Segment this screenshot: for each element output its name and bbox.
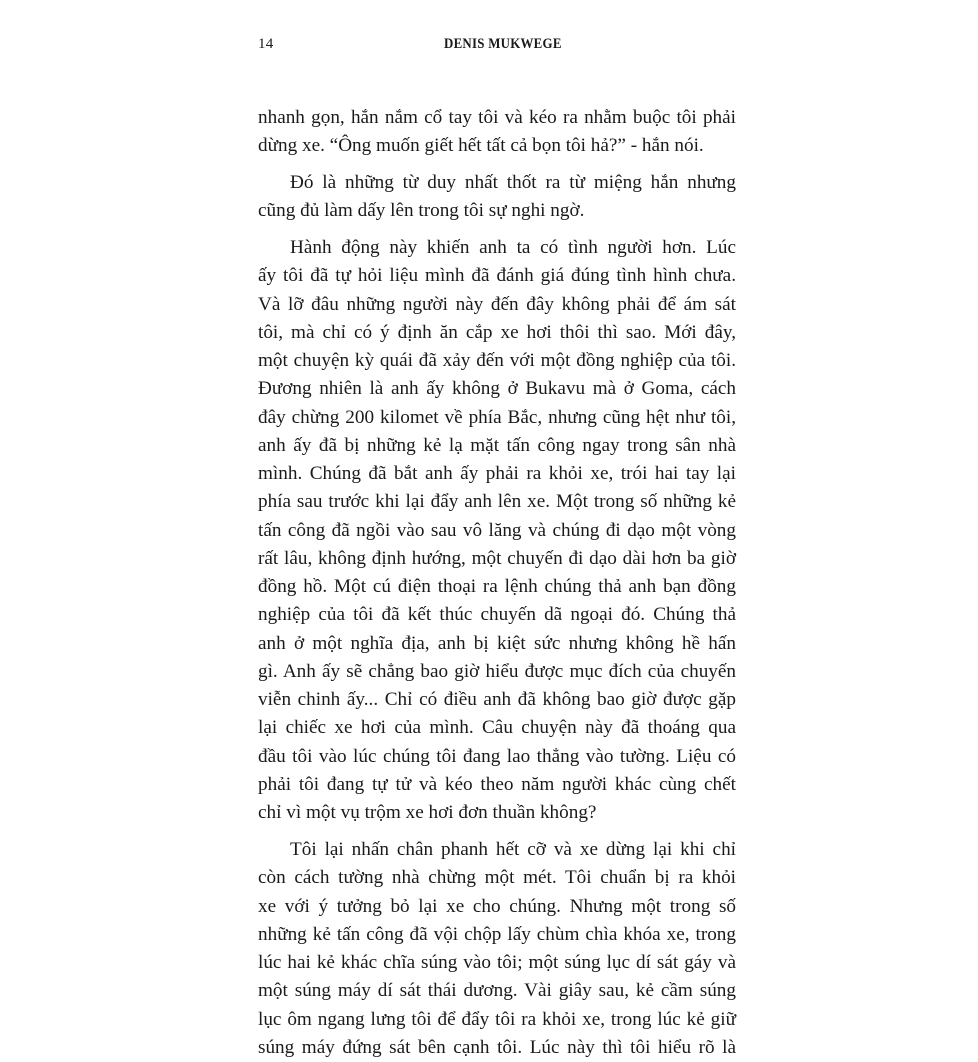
paragraph-spacer xyxy=(258,161,736,170)
paragraph xyxy=(258,169,736,226)
body-text xyxy=(258,104,736,1062)
running-head xyxy=(258,36,736,60)
text-line: Tôi lại nhấn chân phanh hết cỡ và xe dừng lại khi chỉ xyxy=(290,839,736,861)
text-line: tôi, mà chỉ có ý định ăn cắp xe hơi thôi thì sao. Mới đây, xyxy=(258,321,736,343)
paragraph-spacer xyxy=(258,226,736,235)
text-line: Đó là những từ duy nhất thốt ra từ miệng hắn nhưng xyxy=(290,172,736,194)
paragraph xyxy=(258,104,736,161)
text-line: lại chiếc xe hơi của mình. Câu chuyện này đã thoáng qua xyxy=(258,717,736,739)
text-line: gì. Anh ấy sẽ chẳng bao giờ hiểu được mục đích của chuyến xyxy=(258,660,736,682)
text-line: đây chừng 200 kilomet về phía Bắc, nhưng cũng hệt như tôi, xyxy=(258,406,736,428)
text-line: lúc hai kẻ khác chĩa súng vào tôi; một súng lục dí sát gáy và xyxy=(258,952,736,974)
text-line: nhanh gọn, hắn nắm cổ tay tôi và kéo ra nhằm buộc tôi phải xyxy=(258,107,736,128)
paragraph xyxy=(258,836,736,1062)
text-line: Và lỡ đâu những người này đến đây không phải để ám sát xyxy=(258,293,736,315)
text-line: rất lâu, không định hướng, một chuyến đi dạo dài hơn ba giờ xyxy=(258,547,736,569)
text-line: phía sau trước khi lại đẩy anh lên xe. Một trong số những kẻ xyxy=(258,491,736,513)
text-line: anh ở một nghĩa địa, anh bị kiệt sức nhưng không hề hấn xyxy=(258,632,736,654)
text-line: đầu tôi vào lúc chúng tôi đang lao thẳng vào tường. Liệu có xyxy=(258,745,736,767)
page-number: 14 xyxy=(258,36,274,52)
text-line: phải tôi đang tự tử và kéo theo năm người khác cùng chết xyxy=(258,773,736,795)
text-line: mình. Chúng đã bắt anh ấy phải ra khỏi xe, trói hai tay lại xyxy=(258,463,736,485)
text-line: anh ấy đã bị những kẻ lạ mặt tấn công ngay trong sân nhà xyxy=(258,434,736,456)
text-line: đồng hồ. Một cú điện thoại ra lệnh chúng thả anh bạn đồng xyxy=(258,576,736,598)
text-line: tấn công đã ngồi vào sau vô lăng và chúng đi dạo một vòng xyxy=(258,519,736,541)
text-line: Hành động này khiến anh ta có tình người hơn. Lúc xyxy=(290,237,736,259)
text-line: dừng xe. “Ông muốn giết hết tất cả bọn tôi hả?” - hắn nói. xyxy=(258,135,704,157)
text-line: cũng đủ làm dấy lên trong tôi sự nghi ngờ. xyxy=(258,200,585,222)
text-line: súng máy đứng sát bên cạnh tôi. Lúc này thì tôi hiểu rõ là xyxy=(258,1036,736,1058)
text-line: những kẻ tấn công đã vội chộp lấy chùm chìa khóa xe, trong xyxy=(258,923,736,945)
text-line: một súng máy dí sát thái dương. Vài giây sau, kẻ cầm súng xyxy=(258,980,736,1002)
text-line: viễn chinh ấy... Chỉ có điều anh đã không bao giờ được gặp xyxy=(258,689,736,711)
text-line: còn cách tường nhà chừng một mét. Tôi chuẩn bị ra khỏi xyxy=(258,867,736,889)
running-head-author: DENIS MUKWEGE xyxy=(444,36,562,52)
paragraph xyxy=(258,234,736,827)
paragraph-spacer xyxy=(258,827,736,836)
text-line: chỉ vì một vụ trộm xe hơi đơn thuần không? xyxy=(258,802,597,824)
text-line: một chuyện kỳ quái đã xảy đến với một đồng nghiệp của tôi. xyxy=(258,350,736,372)
text-line: Đương nhiên là anh ấy không ở Bukavu mà ở Goma, cách xyxy=(258,378,736,400)
text-line: ấy tôi đã tự hỏi liệu mình đã đánh giá đúng tình hình chưa. xyxy=(258,265,736,287)
text-line: lục ôm ngang lưng tôi để đẩy tôi ra khỏi xe, trong lúc kẻ giữ xyxy=(258,1008,736,1030)
text-line: xe với ý tưởng bỏ lại xe cho chúng. Nhưng một trong số xyxy=(258,895,736,917)
text-line: nghiệp của tôi đã kết thúc chuyến dã ngoại đó. Chúng thả xyxy=(258,604,736,626)
